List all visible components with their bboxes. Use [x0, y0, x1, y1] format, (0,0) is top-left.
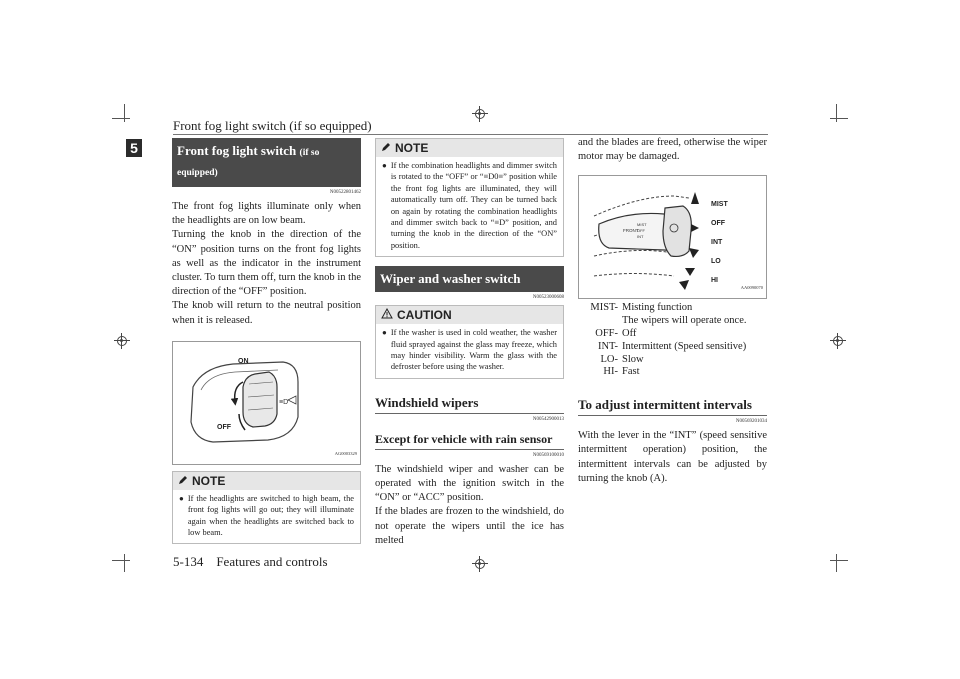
legend-value: Fast [622, 366, 640, 378]
figure-label-mist: MIST [711, 201, 728, 209]
wiper-positions-legend [578, 302, 767, 379]
bullet-icon: ● [179, 493, 184, 503]
crop-mark-tl-h [112, 118, 130, 119]
legend-key: INT- [597, 340, 618, 352]
note-text: If the headlights are switched to high beam, the front fog lights will go out; they will illuminate again when the headlights are switched back to low beam. [187, 493, 354, 538]
warning-triangle-icon [381, 306, 393, 324]
paragraph: and the blades are freed, otherwise the wiper motor may be damaged. [578, 137, 767, 163]
figure-label-off: OFF [711, 220, 725, 228]
note-body [173, 490, 360, 544]
bullet-icon: ● [382, 328, 387, 338]
doc-code: N00569201034 [735, 419, 767, 425]
figure-label-int: INT [711, 239, 723, 247]
note-title: NOTE [192, 473, 226, 488]
column-3 [578, 136, 767, 486]
crop-mark-br-h [830, 560, 848, 561]
figure-code: AA0090070 [740, 285, 763, 291]
heading-windshield-wipers: Windshield wipers [375, 389, 564, 414]
legend-row [578, 366, 767, 379]
note-icon [178, 472, 188, 490]
svg-text:≡D: ≡D [279, 398, 289, 406]
heading-adjust-intervals: To adjust intermittent intervals [578, 391, 767, 416]
registration-mark-left [114, 333, 130, 349]
legend-subtext: The wipers will operate once. [622, 315, 747, 327]
svg-text:INT: INT [637, 234, 644, 240]
legend-row [578, 302, 767, 315]
legend-value: Slow [622, 353, 644, 365]
doc-code: N00523000608 [532, 295, 564, 301]
paragraph: The windshield wiper and washer can be operated with the ignition switch in the “ON” or “ACC” position. [375, 463, 564, 504]
svg-text:MIST: MIST [637, 222, 647, 228]
header-rule [173, 134, 768, 135]
doc-code: N00522801462 [329, 190, 361, 195]
crop-mark-tl-v [124, 104, 125, 122]
doc-code: N00542900013 [532, 416, 564, 422]
figure-label-off: OFF [217, 423, 231, 431]
section-heading-front-fog [172, 138, 361, 187]
figure-label-lo: LO [711, 258, 721, 266]
note-text: If the combination headlights and dimmer switch is rotated to the “OFF” or “≡D0≡” position while the front fog lights are illuminated, they will automatically turn off. They can be turned back on again by rotating the combination headlights and dimmer switch back to “≡D” position, and turning the knob in the direction of the “ON” position. [390, 161, 557, 250]
bullet-icon: ● [382, 161, 387, 170]
fog-switch-figure [172, 341, 361, 465]
note-box [375, 138, 564, 257]
note-body [376, 157, 563, 256]
chapter-tab: 5 [126, 139, 142, 157]
paragraph: If the blades are frozen to the windshield, do not operate the wipers until the ice has melted [375, 506, 564, 546]
note-title: NOTE [395, 141, 429, 155]
legend-row [578, 354, 767, 367]
heading-except-rain-sensor: Except for vehicle with rain sensor [375, 427, 564, 450]
crop-mark-br-v [836, 554, 837, 572]
legend-key: MIST- [590, 302, 618, 314]
legend-key: OFF- [595, 328, 618, 339]
doc-code: N00569100010 [532, 452, 564, 458]
crop-mark-tr-h [830, 118, 848, 119]
legend-value: Misting function [622, 302, 693, 314]
section-heading-wiper: Wiper and washer switch [375, 266, 564, 292]
registration-mark-bottom [472, 556, 488, 572]
registration-mark-right [830, 333, 846, 349]
paragraph: The front fog lights illuminate only when the headlights are on low beam. [172, 201, 361, 227]
crop-mark-bl-v [124, 554, 125, 572]
legend-row [578, 341, 767, 354]
note-box [172, 471, 361, 545]
fog-switch-illustration [173, 342, 361, 464]
legend-value: Intermittent (Speed sensitive) [622, 340, 747, 352]
page-header-title: Front fog light switch (if so equipped) [173, 118, 372, 133]
paragraph: With the lever in the “INT” (speed sensitive intermittent operation) position, the intermittent intervals can be adjusted by turning the knob (A). [578, 430, 767, 484]
note-box-header [173, 472, 360, 490]
figure-label-hi: HI [711, 277, 718, 285]
wiper-switch-figure [578, 175, 767, 299]
legend-row [578, 328, 767, 341]
caution-box-header [376, 306, 563, 324]
section-heading-small: (if so equipped) [177, 148, 320, 178]
legend-value: Off [622, 328, 637, 339]
figure-code: AG0003329 [334, 450, 357, 456]
crop-mark-tr-v [836, 104, 837, 122]
column-2 [375, 138, 564, 548]
caution-title: CAUTION [397, 308, 452, 323]
svg-text:FRONT: FRONT [623, 228, 639, 234]
crop-mark-bl-h [112, 560, 130, 561]
caution-text: If the washer is used in cold weather, the washer fluid sprayed against the glass may freeze, which may hinder visibility. Warm the glass with the defroster before using the washer. [390, 328, 557, 372]
caution-body [376, 324, 563, 378]
svg-text:OFF: OFF [637, 228, 645, 234]
caution-box [375, 305, 564, 379]
paragraph: Turning the knob in the direction of the “ON” position turns on the front fog lights as well as the indicator in the instrument cluster. To turn them off, turn the knob in the direction of the “OFF” position. [172, 229, 361, 298]
figure-label-on: ON [238, 357, 249, 365]
paragraph: The knob will return to the neutral position when it is released. [172, 300, 361, 326]
legend-key: LO- [600, 353, 618, 365]
registration-mark-top [472, 106, 488, 122]
note-box-header [376, 139, 563, 157]
note-icon [381, 139, 391, 157]
page-footer: 5-134 Features and controls [173, 554, 328, 569]
column-1 [172, 138, 361, 544]
section-heading-main: Front fog light switch [177, 143, 297, 158]
legend-row [578, 315, 767, 328]
wiper-switch-illustration [579, 176, 767, 298]
legend-key: HI- [603, 366, 618, 378]
